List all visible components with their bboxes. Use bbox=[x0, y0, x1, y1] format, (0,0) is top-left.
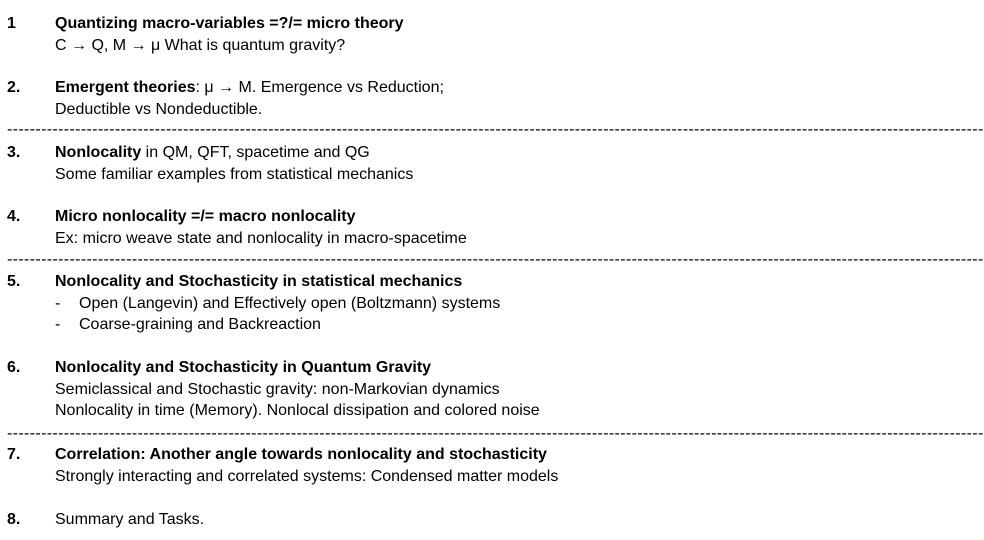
item-detail: Ex: micro weave state and nonlocality in macro-spacetime bbox=[55, 229, 467, 247]
outline-item-3 bbox=[7, 142, 712, 185]
separator-line: ---------------------------------------------------------------------------------------------------------------------------------------------------------------------------- bbox=[7, 251, 984, 268]
item-heading: Nonlocality and Stochasticity in Quantum Gravity bbox=[55, 359, 432, 376]
item-heading: Nonlocality bbox=[55, 144, 142, 161]
item-heading: Nonlocality and Stochasticity in statistical mechanics bbox=[55, 273, 463, 290]
outline-item-5 bbox=[7, 271, 712, 336]
item-number: 6. bbox=[7, 359, 21, 376]
bullet-text: Coarse-graining and Backreaction bbox=[79, 316, 321, 333]
outline-item-2 bbox=[7, 77, 712, 120]
item-detail: Some familiar examples from statistical mechanics bbox=[55, 165, 414, 183]
item-number: 1 bbox=[7, 15, 16, 32]
item-detail: C → Q, M → μ What is quantum gravity? bbox=[55, 36, 346, 54]
bullet-dash: - bbox=[55, 316, 61, 333]
outline-item-1 bbox=[7, 13, 712, 56]
bullet-item bbox=[55, 314, 712, 336]
separator-line: ---------------------------------------------------------------------------------------------------------------------------------------------------------------------------- bbox=[7, 425, 984, 442]
item-number: 8. bbox=[7, 511, 21, 528]
item-number: 7. bbox=[7, 446, 21, 463]
item-heading-rest: : μ → M. Emergence vs Reduction; bbox=[195, 79, 444, 96]
item-number: 5. bbox=[7, 273, 21, 290]
outline-item-7 bbox=[7, 444, 712, 487]
item-detail: Semiclassical and Stochastic gravity: non-Markovian dynamics bbox=[55, 380, 500, 398]
item-detail: Nonlocality in time (Memory). Nonlocal dissipation and colored noise bbox=[55, 402, 540, 419]
item-heading: Summary and Tasks. bbox=[55, 511, 205, 528]
item-number: 2. bbox=[7, 79, 21, 96]
bullet-dash: - bbox=[55, 294, 61, 312]
outline-item-6 bbox=[7, 357, 712, 422]
item-heading: Correlation: Another angle towards nonlocality and stochasticity bbox=[55, 446, 547, 463]
item-detail: Deductible vs Nondeductible. bbox=[55, 100, 263, 118]
item-number: 3. bbox=[7, 144, 21, 161]
item-heading: Micro nonlocality =/= macro nonlocality bbox=[55, 208, 356, 225]
item-heading: Emergent theories bbox=[55, 79, 196, 96]
item-detail: Strongly interacting and correlated systems: Condensed matter models bbox=[55, 467, 559, 485]
separator-line: ---------------------------------------------------------------------------------------------------------------------------------------------------------------------------- bbox=[7, 121, 984, 138]
item-heading: Quantizing macro-variables =?/= micro theory bbox=[55, 15, 404, 32]
item-number: 4. bbox=[7, 208, 21, 225]
bullet-item bbox=[55, 293, 712, 315]
bullet-text: Open (Langevin) and Effectively open (Boltzmann) systems bbox=[79, 294, 501, 312]
outline-item-8 bbox=[7, 509, 712, 531]
item-heading-rest: in QM, QFT, spacetime and QG bbox=[141, 144, 370, 161]
outline-item-4 bbox=[7, 206, 712, 249]
